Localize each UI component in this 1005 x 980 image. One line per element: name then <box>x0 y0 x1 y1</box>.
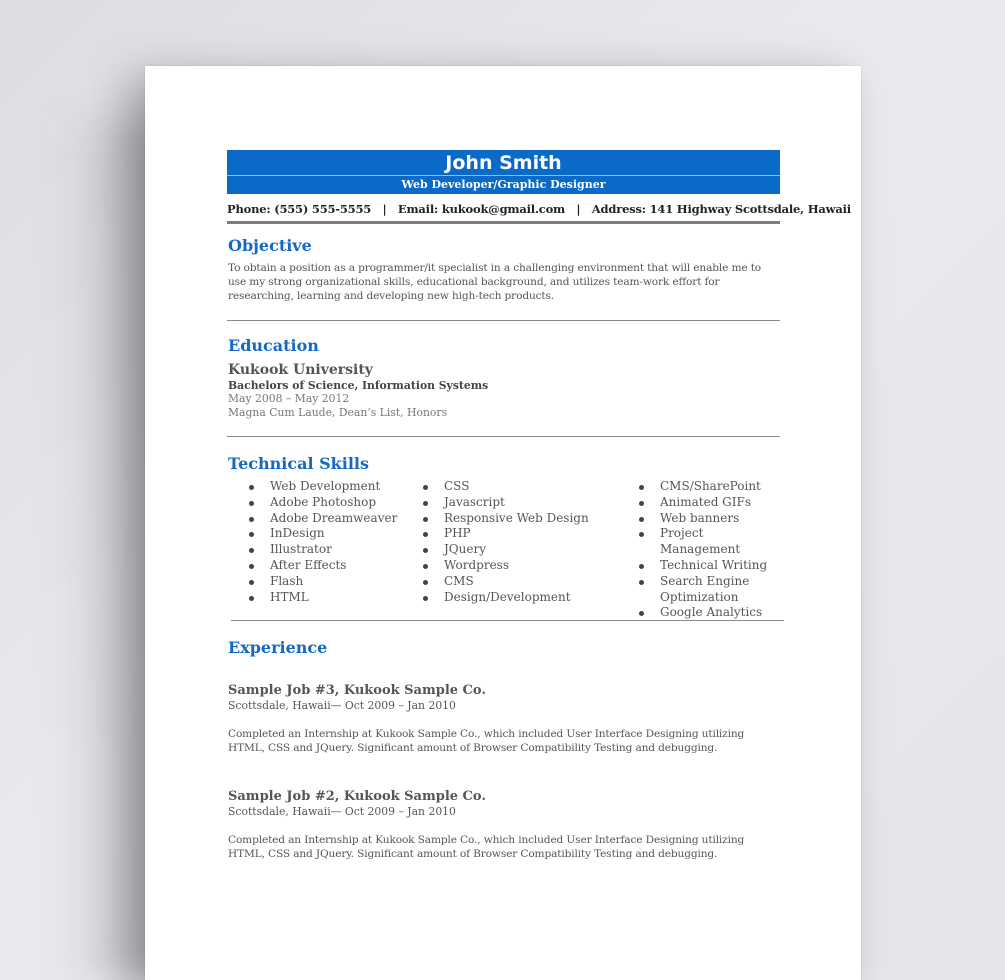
degree: Bachelors of Science, Information Systems <box>228 379 489 392</box>
education-dates: May 2008 – May 2012 <box>228 392 350 405</box>
contact-line: Phone: (555) 555-5555 | Email: kukook@gmail.com | Address: 141 Highway Scottsdale, Hawaii <box>227 202 780 224</box>
skill-item: JQuery <box>444 542 589 558</box>
candidate-name: John Smith <box>445 152 562 174</box>
experience-heading: Experience <box>228 638 328 657</box>
job-title: Sample Job #2, Kukook Sample Co. <box>228 789 486 804</box>
bullet-icon <box>249 564 254 569</box>
candidate-role: Web Developer/Graphic Designer <box>227 175 780 192</box>
skill-item: Flash <box>270 574 397 590</box>
skill-item: PHP <box>444 526 589 542</box>
job-description: Completed an Internship at Kukook Sample Co., which included User Interface Designing utilizing HTML, CSS and JQuery. Significant amount of Browser Compatibility Testing and debugging. <box>228 728 745 754</box>
bullet-icon <box>639 501 644 506</box>
bullet-icon <box>423 485 428 490</box>
job-location-dates: Scottsdale, Hawaii— Oct 2009 – Jan 2010 <box>228 699 456 712</box>
job-title: Sample Job #3, Kukook Sample Co. <box>228 683 486 698</box>
skill-item: CMS/SharePoint <box>660 479 780 495</box>
bullet-icon <box>249 532 254 537</box>
objective-heading: Objective <box>228 236 312 255</box>
skill-item: Responsive Web Design <box>444 511 589 527</box>
skill-item: HTML <box>270 590 397 606</box>
skill-item: After Effects <box>270 558 397 574</box>
skill-item: Animated GIFs <box>660 495 780 511</box>
bullet-icon <box>249 517 254 522</box>
skills-column-1 <box>270 479 397 605</box>
skill-item: Adobe Dreamweaver <box>270 511 397 527</box>
bullet-icon <box>639 485 644 490</box>
bullet-icon <box>423 532 428 537</box>
bullet-icon <box>639 517 644 522</box>
bullet-icon <box>423 596 428 601</box>
bullet-icon <box>639 580 644 585</box>
bullet-icon <box>639 564 644 569</box>
bullet-icon <box>423 580 428 585</box>
bullet-icon <box>423 564 428 569</box>
bullet-icon <box>423 548 428 553</box>
skill-item: Wordpress <box>444 558 589 574</box>
skill-item: Javascript <box>444 495 589 511</box>
school-name: Kukook University <box>228 362 373 378</box>
resume-page <box>145 66 861 980</box>
name-banner <box>227 150 780 194</box>
skill-item: Adobe Photoshop <box>270 495 397 511</box>
skills-column-3 <box>660 479 780 621</box>
skill-item: Project Management <box>660 526 780 558</box>
education-heading: Education <box>228 336 319 355</box>
skill-item: Illustrator <box>270 542 397 558</box>
skills-list <box>227 479 780 620</box>
bullet-icon <box>249 501 254 506</box>
skill-item: InDesign <box>270 526 397 542</box>
job-description: Completed an Internship at Kukook Sample Co., which included User Interface Designing utilizing HTML, CSS and JQuery. Significant amount of Browser Compatibility Testing and debugging. <box>228 834 745 860</box>
skill-item: Search Engine <box>660 574 780 590</box>
bullet-icon <box>249 548 254 553</box>
skill-item: Design/Development <box>444 590 589 606</box>
bullet-icon <box>423 501 428 506</box>
skill-item: Web banners <box>660 511 780 527</box>
skill-item: CSS <box>444 479 589 495</box>
bullet-icon <box>423 517 428 522</box>
resume-content <box>227 150 851 861</box>
objective-text: To obtain a position as a programmer/it specialist in a challenging environment that will enable me to use my strong organizational skills, educational background, and utilizes team-work effort for researching, learning and developing new high-tech products. <box>228 262 762 302</box>
education-honors: Magna Cum Laude, Dean’s List, Honors <box>228 406 448 419</box>
bullet-icon <box>639 532 644 537</box>
bullet-icon <box>249 485 254 490</box>
skills-heading: Technical Skills <box>228 454 369 473</box>
skill-item: Google Analytics <box>660 605 780 621</box>
job-location-dates: Scottsdale, Hawaii— Oct 2009 – Jan 2010 <box>228 805 456 818</box>
skill-item: CMS <box>444 574 589 590</box>
skills-column-2 <box>444 479 589 605</box>
bullet-icon <box>249 596 254 601</box>
skill-item: Web Development <box>270 479 397 495</box>
bullet-icon <box>249 580 254 585</box>
skill-item: Technical Writing <box>660 558 780 574</box>
skill-item: Optimization <box>660 589 739 604</box>
